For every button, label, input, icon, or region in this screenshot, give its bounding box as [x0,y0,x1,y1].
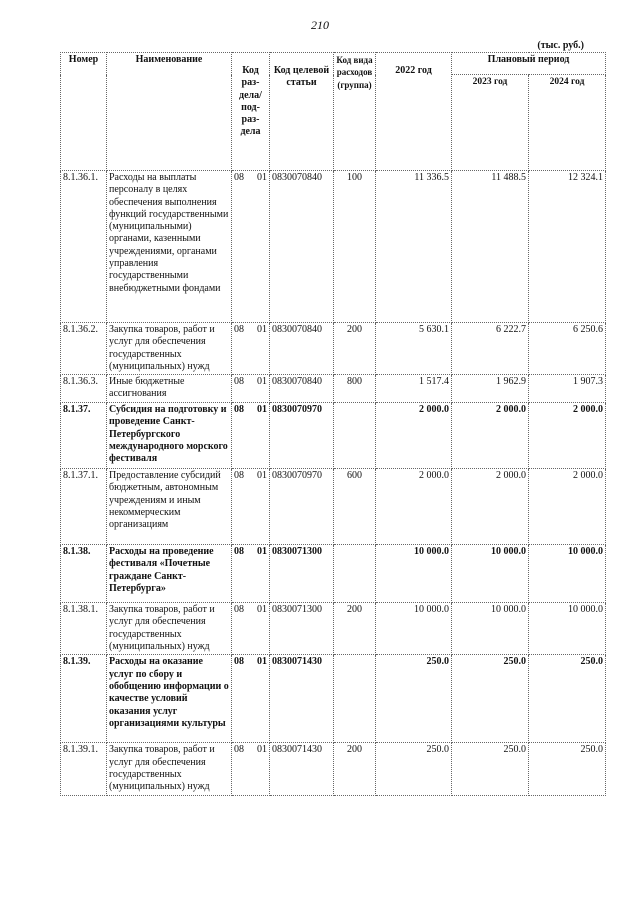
header-plan-period: Плановый период [452,53,606,75]
row-name: Закупка товаров, работ и услуг для обеспечения государственных (муниципальных) нужд [107,743,232,795]
row-subsection: 01 [257,376,267,388]
table-row [61,375,606,403]
table-row [61,545,606,603]
row-section-code [232,375,270,403]
row-section-code [232,323,270,375]
header-year-2023: 2023 год [452,75,529,171]
row-number: 8.1.39. [61,655,107,743]
row-value-2024: 2 000.0 [529,403,606,469]
row-subsection: 01 [257,404,267,416]
row-value-2023: 2 000.0 [452,469,529,545]
row-section-code [232,743,270,795]
budget-table [60,52,606,796]
row-expense-group: 800 [334,375,376,403]
table-row [61,655,606,743]
row-section: 08 [234,324,244,335]
row-section-code [232,469,270,545]
row-value-2023: 10 000.0 [452,603,529,655]
row-section: 08 [234,470,244,482]
row-number: 8.1.36.1. [61,171,107,323]
row-value-2022: 5 630.1 [376,323,452,375]
row-expense-group: 200 [334,603,376,655]
row-number: 8.1.37.1. [61,469,107,545]
row-number: 8.1.38. [61,545,107,603]
row-value-2023: 250.0 [452,743,529,795]
row-name: Предоставление субсидий бюджетным, автономным учреждениям и иным некоммерческим организациям [107,469,232,545]
row-value-2024: 12 324.1 [529,171,606,323]
table-row [61,323,606,375]
header-expense-type: Код вида расходов (группа) [334,53,376,171]
row-value-2022: 250.0 [376,743,452,795]
row-section: 08 [234,656,244,668]
row-value-2024: 2 000.0 [529,469,606,545]
row-section: 08 [234,546,244,558]
row-target-code: 0830070970 [270,403,334,469]
row-value-2024: 10 000.0 [529,545,606,603]
row-subsection: 01 [257,470,267,482]
table-row [61,403,606,469]
row-number: 8.1.36.3. [61,375,107,403]
row-expense-group: 100 [334,171,376,323]
row-subsection: 01 [257,324,267,335]
row-expense-group [334,545,376,603]
table-row [61,469,606,545]
row-value-2022: 1 517.4 [376,375,452,403]
row-name: Закупка товаров, работ и услуг для обеспечения государственных (муниципальных) нужд [107,603,232,655]
row-expense-group: 200 [334,743,376,795]
header-section: Код раз-дела/ под-раз-дела [232,53,270,171]
row-number: 8.1.36.2. [61,323,107,375]
row-section-code [232,655,270,743]
row-target-code: 0830070840 [270,375,334,403]
row-expense-group [334,403,376,469]
row-section: 08 [234,172,244,183]
row-subsection: 01 [257,744,267,756]
row-section-code [232,545,270,603]
row-value-2023: 1 962.9 [452,375,529,403]
row-subsection: 01 [257,604,267,616]
row-name: Расходы на оказание услуг по сбору и обобщению информации о качестве условий оказания услуг организациями культуры [107,655,232,743]
row-value-2022: 2 000.0 [376,469,452,545]
row-number: 8.1.39.1. [61,743,107,795]
row-value-2024: 10 000.0 [529,603,606,655]
row-name: Расходы на проведение фестиваля «Почетные граждане Санкт-Петербурга» [107,545,232,603]
row-target-code: 0830071300 [270,603,334,655]
row-target-code: 0830071430 [270,743,334,795]
row-subsection: 01 [257,546,267,558]
row-value-2024: 1 907.3 [529,375,606,403]
header-target: Код целевой статьи [270,53,334,171]
page-number: 210 [311,18,329,32]
row-section: 08 [234,404,244,416]
row-expense-group: 600 [334,469,376,545]
row-expense-group [334,655,376,743]
row-number: 8.1.38.1. [61,603,107,655]
row-target-code: 0830071430 [270,655,334,743]
row-value-2024: 6 250.6 [529,323,606,375]
row-section: 08 [234,744,244,756]
header-number: Номер [61,53,107,171]
header-year-2024: 2024 год [529,75,606,171]
row-section-code [232,603,270,655]
row-value-2023: 6 222.7 [452,323,529,375]
row-name: Расходы на выплаты персоналу в целях обеспечения выполнения функций государственными (муниципальными) органами, казенными учреждениями, органами управления государственными внебюджетными фондами [107,171,232,323]
row-value-2022: 250.0 [376,655,452,743]
row-value-2024: 250.0 [529,655,606,743]
row-value-2022: 10 000.0 [376,545,452,603]
row-target-code: 0830070840 [270,171,334,323]
table-row [61,743,606,795]
header-name: Наименование [107,53,232,171]
row-expense-group: 200 [334,323,376,375]
row-number: 8.1.37. [61,403,107,469]
row-value-2023: 10 000.0 [452,545,529,603]
row-value-2023: 11 488.5 [452,171,529,323]
row-value-2023: 250.0 [452,655,529,743]
row-name: Закупка товаров, работ и услуг для обеспечения государственных (муниципальных) нужд [107,323,232,375]
row-target-code: 0830070840 [270,323,334,375]
row-subsection: 01 [257,172,267,183]
table-row [61,603,606,655]
row-value-2022: 10 000.0 [376,603,452,655]
row-section: 08 [234,376,244,388]
row-name: Иные бюджетные ассигнования [107,375,232,403]
row-target-code: 0830070970 [270,469,334,545]
row-name: Субсидия на подготовку и проведение Санкт-Петербургского международного морского фестиваля [107,403,232,469]
table-row [61,171,606,323]
row-value-2023: 2 000.0 [452,403,529,469]
row-section-code [232,171,270,323]
row-target-code: 0830071300 [270,545,334,603]
row-value-2024: 250.0 [529,743,606,795]
row-subsection: 01 [257,656,267,668]
row-section-code [232,403,270,469]
header-year-2022: 2022 год [376,53,452,171]
row-value-2022: 2 000.0 [376,403,452,469]
units-label: (тыс. руб.) [537,40,584,51]
row-value-2022: 11 336.5 [376,171,452,323]
row-section: 08 [234,604,244,616]
